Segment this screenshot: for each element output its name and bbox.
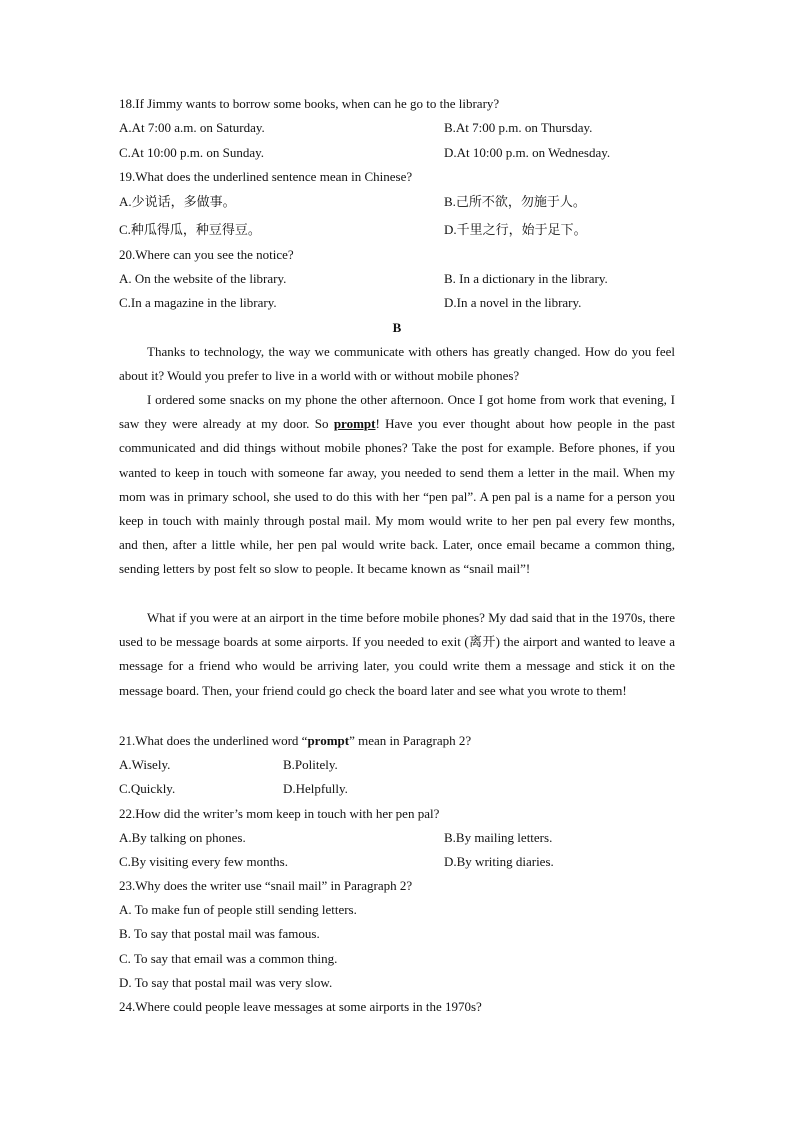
q18-option-a: A.At 7:00 a.m. on Saturday. (119, 120, 265, 135)
q22-option-a: A.By talking on phones. (119, 830, 246, 845)
section-title: B (392, 320, 402, 335)
passage-paragraph-3: What if you were at an airport in the time before mobile phones? My dad said that in the 1970s, there used to be message boards at some airports. If you needed to exit (离开) the airport and wanted to leave a message for a friend who would be arriving later, you could write them a message and stick it on the message board. Then, your friend could go check the board later and see what you wrote to them! (119, 610, 675, 698)
underlined-word-prompt: prompt (333, 416, 376, 432)
question-23: 23.Why does the writer use “snail mail” in Paragraph 2? (119, 878, 413, 893)
q23-option-c: C. To say that email was a common thing. (119, 951, 338, 966)
q19-option-a: A.少说话，多做事。 (119, 194, 236, 209)
question-21: 21.What does the underlined word “prompt” mean in Paragraph 2? (119, 733, 472, 748)
passage-paragraph-1: Thanks to technology, the way we communicate with others has greatly changed. How do you feel about it? Would you prefer to live in a world with or without mobile phones? (119, 344, 675, 384)
q19-option-c: C.种瓜得瓜，种豆得豆。 (119, 222, 261, 237)
q18-option-b: B.At 7:00 p.m. on Thursday. (444, 120, 593, 135)
q19-option-d: D.千里之行，始于足下。 (444, 222, 587, 237)
q22-option-c: C.By visiting every few months. (119, 854, 288, 869)
q23-option-d: D. To say that postal mail was very slow. (119, 975, 333, 990)
q19-option-b: B.己所不欲，勿施于人。 (444, 194, 586, 209)
q21-option-b: B.Politely. (283, 757, 338, 772)
q22-option-b: B.By mailing letters. (444, 830, 553, 845)
q20-option-b: B. In a dictionary in the library. (444, 271, 608, 286)
question-18: 18.If Jimmy wants to borrow some books, when can he go to the library? (119, 96, 500, 111)
passage-paragraph-2: I ordered some snacks on my phone the other afternoon. Once I got home from work that evening, I saw they were already at my door. So prompt! Have you ever thought about how people in the past communicated and did things without mobile phones? Take the post for example. Before phones, if you wanted to keep in touch with someone far away, you needed to send them a letter in the mail. When my mom was in primary school, she used to do this with her “pen pal”. A pen pal is a name for a person you keep in touch with mainly through postal mail. My mom would write to her pen pal every few months, and then, after a little while, her pen pal would write back. Later, once email became a common thing, sending letters by post felt so slow to people. It became known as “snail mail”! (119, 392, 675, 577)
q20-option-c: C.In a magazine in the library. (119, 295, 277, 310)
q20-option-d: D.In a novel in the library. (444, 295, 582, 310)
q23-option-b: B. To say that postal mail was famous. (119, 926, 320, 941)
q18-option-c: C.At 10:00 p.m. on Sunday. (119, 145, 265, 160)
question-19: 19.What does the underlined sentence mean in Chinese? (119, 169, 413, 184)
question-20: 20.Where can you see the notice? (119, 247, 294, 262)
q18-option-d: D.At 10:00 p.m. on Wednesday. (444, 145, 611, 160)
q20-option-a: A. On the website of the library. (119, 271, 287, 286)
q21-option-a: A.Wisely. (119, 757, 171, 772)
question-22: 22.How did the writer’s mom keep in touch with her pen pal? (119, 806, 440, 821)
q21-option-d: D.Helpfully. (283, 781, 348, 796)
question-24: 24.Where could people leave messages at some airports in the 1970s? (119, 999, 482, 1014)
q21-option-c: C.Quickly. (119, 781, 176, 796)
q23-option-a: A. To make fun of people still sending letters. (119, 902, 357, 917)
q22-option-d: D.By writing diaries. (444, 854, 554, 869)
